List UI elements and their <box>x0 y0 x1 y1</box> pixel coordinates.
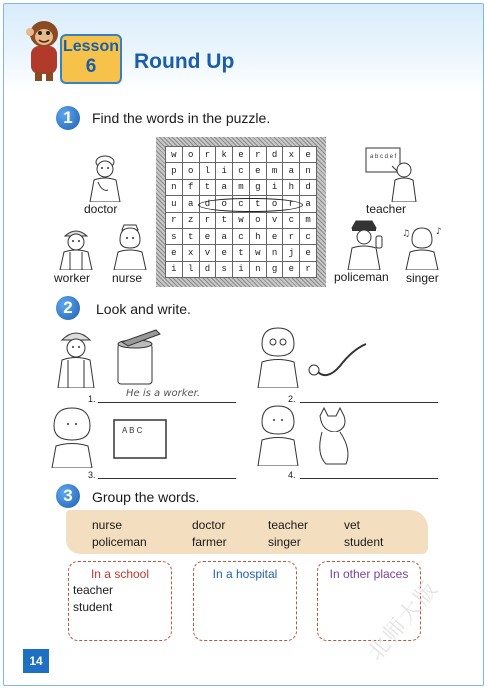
puzzle-cell[interactable]: e <box>166 245 183 261</box>
puzzle-cell[interactable]: e <box>233 147 250 163</box>
item-3-number: 3. <box>88 470 96 480</box>
publisher-watermark: 北师大版 <box>363 575 444 666</box>
puzzle-cell[interactable]: s <box>166 229 183 245</box>
puzzle-cell[interactable]: o <box>183 147 200 163</box>
section-1-instruction: Find the words in the puzzle. <box>92 110 271 126</box>
item-4-number: 4. <box>288 470 296 480</box>
puzzle-cell[interactable]: i <box>216 163 233 179</box>
caption-worker: worker <box>54 271 91 285</box>
puzzle-cell[interactable]: t <box>183 229 200 245</box>
item-4-line[interactable] <box>300 478 438 479</box>
bank-word: vet <box>344 518 361 532</box>
section-3-instruction: Group the words. <box>92 489 200 505</box>
puzzle-cell[interactable]: j <box>283 245 300 261</box>
lesson-label: Lesson <box>62 38 119 55</box>
item-1-illustration <box>56 326 168 388</box>
doctor-illustration <box>82 152 128 202</box>
puzzle-cell[interactable]: r <box>250 147 267 163</box>
puzzle-cell[interactable]: c <box>300 229 317 245</box>
puzzle-cell[interactable]: m <box>233 180 250 196</box>
puzzle-cell[interactable]: r <box>166 213 183 229</box>
page-title: Round Up <box>134 50 235 73</box>
caption-singer: singer <box>406 271 439 285</box>
puzzle-cell[interactable]: f <box>183 180 200 196</box>
section-2-number: 2 <box>56 296 80 320</box>
item-1-answer: He is a worker. <box>126 388 201 399</box>
puzzle-cell[interactable]: w <box>166 147 183 163</box>
puzzle-cell[interactable]: o <box>216 196 233 212</box>
puzzle-cell[interactable]: o <box>267 196 284 212</box>
bank-word: doctor <box>192 518 226 532</box>
singer-illustration <box>398 224 448 270</box>
blackboard-text: A B C <box>122 426 143 435</box>
puzzle-cell[interactable]: d <box>300 180 317 196</box>
page-number: 14 <box>23 649 49 673</box>
puzzle-cell[interactable]: n <box>166 180 183 196</box>
bank-word: nurse <box>92 518 123 532</box>
puzzle-cell[interactable]: n <box>300 163 317 179</box>
puzzle-cell[interactable]: x <box>183 245 200 261</box>
word-search-grid <box>165 146 317 278</box>
puzzle-cell[interactable]: v <box>267 213 284 229</box>
puzzle-cell[interactable]: v <box>200 245 217 261</box>
puzzle-cell[interactable]: r <box>300 262 317 278</box>
bank-word: singer <box>268 535 301 549</box>
puzzle-cell[interactable]: t <box>250 196 267 212</box>
puzzle-cell[interactable]: o <box>183 163 200 179</box>
puzzle-cell[interactable]: t <box>233 245 250 261</box>
puzzle-cell[interactable]: k <box>216 147 233 163</box>
bank-word: teacher <box>268 518 309 532</box>
puzzle-cell[interactable]: d <box>200 196 217 212</box>
lesson-badge <box>60 34 122 84</box>
puzzle-cell[interactable]: a <box>216 229 233 245</box>
policeman-illustration <box>342 218 388 270</box>
puzzle-cell[interactable]: i <box>166 262 183 278</box>
puzzle-cell[interactable]: e <box>300 147 317 163</box>
caption-nurse: nurse <box>112 271 143 285</box>
puzzle-cell[interactable]: c <box>233 163 250 179</box>
puzzle-cell[interactable]: r <box>283 196 300 212</box>
puzzle-cell[interactable]: g <box>267 262 284 278</box>
item-3-illustration <box>48 406 170 468</box>
svg-text:a b c d e f: a b c d e f <box>370 154 397 160</box>
item-1-number: 1. <box>88 394 96 404</box>
item-2-illustration <box>256 326 376 388</box>
puzzle-cell[interactable]: t <box>216 213 233 229</box>
puzzle-cell[interactable]: e <box>250 163 267 179</box>
group-box-school[interactable] <box>68 561 172 641</box>
group-item: student <box>73 600 113 614</box>
puzzle-cell[interactable]: l <box>200 163 217 179</box>
puzzle-cell[interactable]: c <box>233 229 250 245</box>
puzzle-cell[interactable]: o <box>250 213 267 229</box>
bank-word: policeman <box>92 535 147 549</box>
puzzle-cell[interactable]: r <box>283 229 300 245</box>
group-heading-other-places: In other places <box>329 567 409 581</box>
puzzle-cell[interactable]: e <box>267 229 284 245</box>
puzzle-cell[interactable]: h <box>283 180 300 196</box>
svg-text:♪: ♪ <box>436 227 442 237</box>
group-item: teacher <box>73 583 114 597</box>
puzzle-cell[interactable]: e <box>200 229 217 245</box>
word-search-puzzle <box>156 137 326 287</box>
puzzle-cell[interactable]: w <box>233 213 250 229</box>
puzzle-cell[interactable]: n <box>267 245 284 261</box>
puzzle-cell[interactable]: a <box>283 163 300 179</box>
puzzle-cell[interactable]: x <box>283 147 300 163</box>
puzzle-cell[interactable]: d <box>267 147 284 163</box>
svg-text:♫: ♫ <box>402 229 411 239</box>
puzzle-cell[interactable]: w <box>250 245 267 261</box>
puzzle-cell[interactable]: e <box>283 262 300 278</box>
puzzle-cell[interactable]: h <box>250 229 267 245</box>
puzzle-cell[interactable]: u <box>166 196 183 212</box>
section-2-instruction: Look and write. <box>96 301 191 317</box>
puzzle-cell[interactable]: g <box>250 180 267 196</box>
puzzle-cell[interactable]: a <box>300 196 317 212</box>
nurse-illustration <box>110 222 150 270</box>
puzzle-cell[interactable]: c <box>283 213 300 229</box>
textbook-page <box>3 3 484 686</box>
item-2-number: 2. <box>288 394 296 404</box>
bank-word: farmer <box>192 535 227 549</box>
puzzle-cell[interactable]: l <box>183 262 200 278</box>
bank-word: student <box>344 535 384 549</box>
item-1-line <box>98 402 236 403</box>
puzzle-cell[interactable]: m <box>267 163 284 179</box>
group-box-hospital[interactable] <box>193 561 297 641</box>
worker-illustration <box>56 224 96 270</box>
puzzle-cell[interactable]: i <box>267 180 284 196</box>
puzzle-cell[interactable]: d <box>200 262 217 278</box>
puzzle-cell[interactable]: m <box>300 213 317 229</box>
puzzle-cell[interactable]: e <box>300 245 317 261</box>
caption-teacher: teacher <box>366 202 407 216</box>
puzzle-cell[interactable]: r <box>200 147 217 163</box>
puzzle-cell[interactable]: i <box>233 262 250 278</box>
group-heading-school: In a school <box>90 567 150 581</box>
puzzle-cell[interactable]: e <box>216 245 233 261</box>
puzzle-cell[interactable]: r <box>200 213 217 229</box>
puzzle-cell[interactable]: s <box>216 262 233 278</box>
item-4-illustration <box>256 404 356 466</box>
section-1-number: 1 <box>56 106 80 130</box>
item-3-line[interactable] <box>98 478 236 479</box>
puzzle-cell[interactable]: a <box>183 196 200 212</box>
puzzle-cell[interactable]: z <box>183 213 200 229</box>
puzzle-cell[interactable]: p <box>166 163 183 179</box>
teacher-illustration <box>362 146 418 202</box>
item-2-line[interactable] <box>300 402 438 403</box>
puzzle-cell[interactable]: a <box>216 180 233 196</box>
puzzle-cell[interactable]: t <box>200 180 217 196</box>
section-3-number: 3 <box>56 484 80 508</box>
caption-policeman: policeman <box>334 270 389 284</box>
puzzle-cell[interactable]: n <box>250 262 267 278</box>
puzzle-cell[interactable]: c <box>233 196 250 212</box>
lesson-number: 6 <box>85 56 97 77</box>
caption-doctor: doctor <box>84 202 118 216</box>
group-heading-hospital: In a hospital <box>212 567 278 581</box>
